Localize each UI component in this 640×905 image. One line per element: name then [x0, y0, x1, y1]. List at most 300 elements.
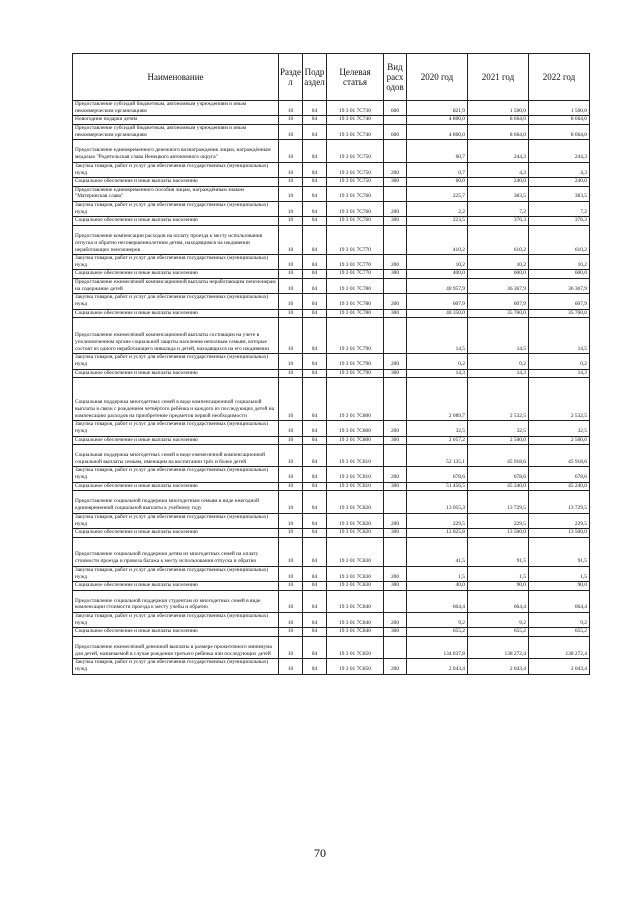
cell-podrazdel: 04	[303, 186, 327, 201]
cell-razdel: 10	[279, 529, 303, 538]
cell-vid: 300	[384, 270, 407, 279]
cell-2021: 244,3	[468, 140, 529, 162]
cell-article: 19 3 01 7С850	[327, 636, 384, 658]
cell-2021: 607,9	[468, 294, 529, 309]
cell-2021: 8 664,0	[468, 116, 529, 125]
cell-2022: 2 500,0	[529, 436, 590, 445]
header-vid: Вид расх одов	[384, 54, 407, 101]
cell-vid	[384, 491, 407, 513]
cell-podrazdel: 04	[303, 309, 327, 318]
cell-razdel: 10	[279, 537, 303, 566]
cell-2020: 10,2	[407, 255, 468, 270]
table-body	[73, 101, 590, 675]
header-razdel: Разде л	[279, 54, 303, 101]
cell-vid: 200	[384, 513, 407, 528]
cell-2021: 14,5	[468, 318, 529, 354]
header-podrazdel: Подр аздел	[303, 54, 327, 101]
table-row	[73, 162, 590, 177]
cell-razdel: 10	[279, 255, 303, 270]
table-row	[73, 278, 590, 293]
cell-2021: 2 043,4	[468, 659, 529, 674]
cell-vid: 300	[384, 482, 407, 491]
cell-article: 19 3 01 7С770	[327, 225, 384, 254]
cell-vid: 200	[384, 354, 407, 369]
cell-name: Предоставление субсидий бюджетным, автономным учреждениям и иным некоммерческим организациям	[73, 124, 279, 139]
cell-2020: 0,2	[407, 354, 468, 369]
cell-2022: 240,0	[529, 178, 590, 187]
cell-2022: 600,0	[529, 270, 590, 279]
cell-podrazdel: 04	[303, 255, 327, 270]
table-row	[73, 140, 590, 162]
cell-razdel: 10	[279, 217, 303, 226]
cell-podrazdel: 04	[303, 421, 327, 436]
cell-2022: 90,0	[529, 582, 590, 591]
cell-article: 19 3 01 7С760	[327, 201, 384, 216]
cell-vid: 200	[384, 294, 407, 309]
cell-2022: 36 367,9	[529, 278, 590, 293]
cell-2020: 1,5	[407, 566, 468, 581]
table-row	[73, 294, 590, 309]
cell-name: Предоставление социальной поддержки многодетным семьям в виде ежегодной единовременной социальной выплаты к учебному году	[73, 491, 279, 513]
cell-podrazdel: 04	[303, 162, 327, 177]
cell-2020: 60,0	[407, 178, 468, 187]
cell-2021: 7,2	[468, 201, 529, 216]
cell-article: 19 3 01 7С770	[327, 255, 384, 270]
cell-article: 19 3 01 7С790	[327, 318, 384, 354]
header-article: Целевая статья	[327, 54, 384, 101]
cell-2021: 10,2	[468, 255, 529, 270]
cell-vid	[384, 116, 407, 125]
cell-2021: 376,3	[468, 217, 529, 226]
cell-razdel: 10	[279, 566, 303, 581]
cell-razdel: 10	[279, 318, 303, 354]
cell-2021: 45 918,6	[468, 445, 529, 467]
cell-2022: 610,2	[529, 225, 590, 254]
cell-vid: 200	[384, 566, 407, 581]
cell-2020: 821,9	[407, 101, 468, 116]
cell-razdel: 10	[279, 421, 303, 436]
cell-name: Закупка товаров, работ и услуг для обеспечения государственных (муниципальных) нужд	[73, 294, 279, 309]
cell-vid	[384, 186, 407, 201]
table-row	[73, 217, 590, 226]
cell-vid: 200	[384, 201, 407, 216]
cell-name: Закупка товаров, работ и услуг для обеспечения государственных (муниципальных) нужд	[73, 354, 279, 369]
cell-2021: 35 760,0	[468, 309, 529, 318]
table-row	[73, 255, 590, 270]
cell-2020: 0,7	[407, 162, 468, 177]
header-2022: 2022 год	[529, 54, 590, 101]
table-row	[73, 659, 590, 674]
cell-2022: 13 729,5	[529, 491, 590, 513]
table-row	[73, 590, 590, 612]
table-row	[73, 101, 590, 116]
cell-article: 19 3 01 7С830	[327, 537, 384, 566]
cell-vid	[384, 318, 407, 354]
cell-name: Социальное обеспечение и иные выплаты населению	[73, 529, 279, 538]
cell-name: Закупка товаров, работ и услуг для обеспечения государственных (муниципальных) нужд	[73, 467, 279, 482]
cell-2021: 0,2	[468, 354, 529, 369]
cell-2022: 376,3	[529, 217, 590, 226]
table-row	[73, 628, 590, 637]
cell-vid	[384, 636, 407, 658]
cell-article: 19 3 01 7С830	[327, 566, 384, 581]
cell-2021: 9,2	[468, 612, 529, 627]
cell-2022: 91,5	[529, 537, 590, 566]
cell-2021: 91,5	[468, 537, 529, 566]
cell-name: Предоставление единовременного денежного вознаграждения лицам, награждённым медалью "Родительская слава Ненецкого автономного округа"	[73, 140, 279, 162]
cell-2022: 10,2	[529, 255, 590, 270]
cell-2022: 2 043,4	[529, 659, 590, 674]
cell-2020: 14,3	[407, 369, 468, 378]
cell-2022: 1 500,0	[529, 101, 590, 116]
cell-vid	[384, 278, 407, 293]
table-row	[73, 445, 590, 467]
cell-2020: 40 957,9	[407, 278, 468, 293]
cell-2021: 664,4	[468, 590, 529, 612]
cell-article: 19 3 01 7С780	[327, 309, 384, 318]
cell-2021: 229,5	[468, 513, 529, 528]
cell-name: Социальная поддержка многодетных семей в виде компенсационной социальной выплаты в связи с рождением четвёртого ребёнка и каждого из последующих детей на компенсацию расходов на приобретение предметов первой необходимости	[73, 378, 279, 421]
cell-2022: 9,2	[529, 612, 590, 627]
cell-razdel: 10	[279, 124, 303, 139]
cell-2021: 138 272,4	[468, 636, 529, 658]
cell-2020: 52 135,1	[407, 445, 468, 467]
cell-2022: 607,9	[529, 294, 590, 309]
cell-vid: 200	[384, 255, 407, 270]
cell-2021: 90,0	[468, 582, 529, 591]
table-row	[73, 513, 590, 528]
cell-podrazdel: 04	[303, 294, 327, 309]
cell-podrazdel: 04	[303, 116, 327, 125]
cell-name: Закупка товаров, работ и услуг для обеспечения государственных (муниципальных) нужд	[73, 162, 279, 177]
cell-podrazdel: 04	[303, 636, 327, 658]
cell-article: 19 3 01 7С810	[327, 445, 384, 467]
cell-razdel: 10	[279, 278, 303, 293]
cell-article: 19 3 01 7С840	[327, 612, 384, 627]
cell-name: Социальное обеспечение и иные выплаты населению	[73, 628, 279, 637]
cell-2020: 134 037,8	[407, 636, 468, 658]
table-row	[73, 186, 590, 201]
table-row	[73, 309, 590, 318]
cell-vid: 200	[384, 162, 407, 177]
cell-name: Новогодние подарки детям	[73, 116, 279, 125]
cell-podrazdel: 04	[303, 467, 327, 482]
cell-2020: 410,2	[407, 225, 468, 254]
table-row	[73, 467, 590, 482]
cell-vid: 300	[384, 217, 407, 226]
cell-2022: 45 240,0	[529, 482, 590, 491]
cell-2020: 223,5	[407, 217, 468, 226]
cell-podrazdel: 04	[303, 101, 327, 116]
cell-2020: 9,2	[407, 612, 468, 627]
cell-razdel: 10	[279, 101, 303, 116]
cell-2020: 32,5	[407, 421, 468, 436]
cell-razdel: 10	[279, 378, 303, 421]
cell-2022: 664,4	[529, 590, 590, 612]
cell-name: Социальное обеспечение и иные выплаты населению	[73, 217, 279, 226]
cell-razdel: 10	[279, 436, 303, 445]
cell-podrazdel: 04	[303, 318, 327, 354]
cell-razdel: 10	[279, 628, 303, 637]
cell-podrazdel: 04	[303, 659, 327, 674]
cell-2020: 655,2	[407, 628, 468, 637]
cell-article: 19 3 01 7С800	[327, 421, 384, 436]
cell-2022: 35 760,0	[529, 309, 590, 318]
cell-name: Предоставление социальной поддержки студентам из многодетных семей в виде компенсации стоимости проезда к месту учебы и обратно	[73, 590, 279, 612]
cell-2022: 8 664,0	[529, 124, 590, 139]
cell-article: 19 3 01 7С780	[327, 294, 384, 309]
cell-razdel: 10	[279, 140, 303, 162]
cell-name: Предоставление ежемесячной денежной выплаты в размере прожиточного минимума для детей, назначаемой в случае рождения третьего ребёнка или последующих детей	[73, 636, 279, 658]
cell-article: 19 3 01 7С850	[327, 659, 384, 674]
cell-2021: 13 500,0	[468, 529, 529, 538]
cell-article: 19 3 01 7С800	[327, 436, 384, 445]
header-name: Наименование	[73, 54, 279, 101]
cell-article: 19 3 01 7С770	[327, 270, 384, 279]
cell-podrazdel: 04	[303, 582, 327, 591]
cell-2022: 244,3	[529, 140, 590, 162]
cell-2020: 2,2	[407, 201, 468, 216]
cell-vid: 300	[384, 369, 407, 378]
cell-vid: 200	[384, 612, 407, 627]
table-row	[73, 582, 590, 591]
table-row	[73, 436, 590, 445]
cell-razdel: 10	[279, 636, 303, 658]
cell-podrazdel: 04	[303, 354, 327, 369]
cell-name: Закупка товаров, работ и услуг для обеспечения государственных (муниципальных) нужд	[73, 612, 279, 627]
cell-2022: 229,5	[529, 513, 590, 528]
cell-name: Предоставление ежемесячной компенсационной выплаты неработающим пенсионерам на содержание детей	[73, 278, 279, 293]
cell-article: 19 3 01 7С820	[327, 529, 384, 538]
table-row	[73, 178, 590, 187]
cell-2022: 32,5	[529, 421, 590, 436]
cell-2022: 2 532,5	[529, 378, 590, 421]
cell-2022: 4,3	[529, 162, 590, 177]
cell-name: Социальное обеспечение и иные выплаты населению	[73, 582, 279, 591]
cell-2020: 225,7	[407, 186, 468, 201]
cell-vid: 600	[384, 124, 407, 139]
cell-2020: 400,0	[407, 270, 468, 279]
cell-2021: 240,0	[468, 178, 529, 187]
cell-article: 19 3 01 7С810	[327, 467, 384, 482]
cell-vid	[384, 140, 407, 162]
cell-2022: 8 664,0	[529, 116, 590, 125]
cell-vid: 300	[384, 309, 407, 318]
cell-2021: 383,5	[468, 186, 529, 201]
cell-name: Предоставление субсидий бюджетным, автономным учреждениям и иным некоммерческим организациям	[73, 101, 279, 116]
cell-article: 19 3 01 7С830	[327, 582, 384, 591]
cell-podrazdel: 04	[303, 436, 327, 445]
cell-2021: 610,2	[468, 225, 529, 254]
cell-2020: 607,9	[407, 294, 468, 309]
cell-podrazdel: 04	[303, 225, 327, 254]
cell-2021: 45 240,0	[468, 482, 529, 491]
cell-article: 19 3 01 7С760	[327, 186, 384, 201]
cell-2022: 0,2	[529, 354, 590, 369]
table-row	[73, 116, 590, 125]
table-row	[73, 421, 590, 436]
cell-razdel: 10	[279, 225, 303, 254]
cell-razdel: 10	[279, 582, 303, 591]
table-row	[73, 491, 590, 513]
cell-2020: 60,7	[407, 140, 468, 162]
cell-2022: 13 500,0	[529, 529, 590, 538]
cell-razdel: 10	[279, 445, 303, 467]
table-header-row	[73, 54, 590, 101]
cell-name: Закупка товаров, работ и услуг для обеспечения государственных (муниципальных) нужд	[73, 255, 279, 270]
cell-razdel: 10	[279, 178, 303, 187]
cell-article: 19 3 01 7С800	[327, 378, 384, 421]
cell-2021: 4,3	[468, 162, 529, 177]
header-2020: 2020 год	[407, 54, 468, 101]
cell-razdel: 10	[279, 186, 303, 201]
cell-vid	[384, 225, 407, 254]
table-row	[73, 566, 590, 581]
cell-2020: 12 825,8	[407, 529, 468, 538]
cell-2021: 600,0	[468, 270, 529, 279]
cell-2020: 13 055,3	[407, 491, 468, 513]
table-row	[73, 225, 590, 254]
cell-vid: 300	[384, 582, 407, 591]
cell-vid	[384, 445, 407, 467]
cell-podrazdel: 04	[303, 124, 327, 139]
cell-2020: 229,5	[407, 513, 468, 528]
cell-article: 19 3 01 7С790	[327, 369, 384, 378]
cell-2022: 14,5	[529, 318, 590, 354]
cell-podrazdel: 04	[303, 201, 327, 216]
cell-article: 19 3 01 7С750	[327, 178, 384, 187]
table-row	[73, 201, 590, 216]
cell-vid	[384, 590, 407, 612]
cell-name: Социальное обеспечение и иные выплаты населению	[73, 436, 279, 445]
table-row	[73, 529, 590, 538]
table-row	[73, 482, 590, 491]
cell-name: Социальное обеспечение и иные выплаты населению	[73, 270, 279, 279]
cell-podrazdel: 04	[303, 612, 327, 627]
cell-razdel: 10	[279, 659, 303, 674]
cell-name: Предоставление единовременного пособия лицам, награждённым знаком "Материнская слава"	[73, 186, 279, 201]
cell-vid	[384, 537, 407, 566]
cell-article: 19 3 01 7С810	[327, 482, 384, 491]
cell-2021: 14,3	[468, 369, 529, 378]
cell-2020: 51 456,5	[407, 482, 468, 491]
table-row	[73, 318, 590, 354]
cell-article: 19 3 01 7С750	[327, 162, 384, 177]
cell-name: Закупка товаров, работ и услуг для обеспечения государственных (муниципальных) нужд	[73, 566, 279, 581]
cell-2021: 32,5	[468, 421, 529, 436]
cell-vid: 300	[384, 178, 407, 187]
cell-podrazdel: 04	[303, 590, 327, 612]
cell-2022: 14,3	[529, 369, 590, 378]
cell-2020: 40 350,0	[407, 309, 468, 318]
cell-podrazdel: 04	[303, 270, 327, 279]
cell-podrazdel: 04	[303, 217, 327, 226]
cell-2022: 383,5	[529, 186, 590, 201]
table-row	[73, 378, 590, 421]
cell-name: Предоставление компенсации расходов на оплату проезда к месту использования отпуска и обратно несовершеннолетним детям, находящимся на иждивении неработающих пенсионеров	[73, 225, 279, 254]
cell-2022: 7,2	[529, 201, 590, 216]
cell-name: Предоставление ежемесячной компенсационной выплаты состоящим на учете в уполномоченном органе социальной защиты населения неполным семьям, которые состоят из одного неработающего инвалида и детей, находящихся на его иждивении	[73, 318, 279, 354]
cell-2022: 138 272,4	[529, 636, 590, 658]
cell-podrazdel: 04	[303, 529, 327, 538]
cell-2020: 2 089,7	[407, 378, 468, 421]
cell-article: 19 3 01 7С760	[327, 217, 384, 226]
cell-name: Предоставление социальной поддержки детям из многодетных семей на оплату стоимости проезда и провоза багажа к месту использования отпуска и обратно	[73, 537, 279, 566]
cell-name: Социальная поддержка многодетных семей в виде ежемесячной компенсационной социальной выплаты семьям, имеющим на воспитании трёх и более детей	[73, 445, 279, 467]
cell-name: Закупка товаров, работ и услуг для обеспечения государственных (муниципальных) нужд	[73, 201, 279, 216]
cell-razdel: 10	[279, 201, 303, 216]
cell-name: Закупка товаров, работ и услуг для обеспечения государственных (муниципальных) нужд	[73, 659, 279, 674]
cell-2021: 36 367,9	[468, 278, 529, 293]
header-2021: 2021 год	[468, 54, 529, 101]
cell-podrazdel: 04	[303, 378, 327, 421]
cell-2020: 4 800,0	[407, 116, 468, 125]
cell-podrazdel: 04	[303, 445, 327, 467]
page-number: 70	[314, 846, 326, 860]
cell-article: 19 3 01 7С740	[327, 124, 384, 139]
cell-2021: 2 532,5	[468, 378, 529, 421]
cell-razdel: 10	[279, 482, 303, 491]
cell-2022: 45 918,6	[529, 445, 590, 467]
cell-2021: 655,2	[468, 628, 529, 637]
cell-name: Социальное обеспечение и иные выплаты населению	[73, 482, 279, 491]
cell-podrazdel: 04	[303, 491, 327, 513]
cell-vid: 200	[384, 421, 407, 436]
cell-razdel: 10	[279, 294, 303, 309]
cell-2020: 14,5	[407, 318, 468, 354]
cell-article: 19 3 01 7С730	[327, 101, 384, 116]
table-row	[73, 612, 590, 627]
table-row	[73, 270, 590, 279]
cell-2022: 678,6	[529, 467, 590, 482]
table-row	[73, 636, 590, 658]
cell-2021: 678,6	[468, 467, 529, 482]
budget-table-page	[72, 53, 589, 675]
cell-2020: 40,0	[407, 582, 468, 591]
cell-2021: 8 664,0	[468, 124, 529, 139]
cell-razdel: 10	[279, 369, 303, 378]
cell-podrazdel: 04	[303, 566, 327, 581]
cell-razdel: 10	[279, 116, 303, 125]
cell-2021: 1 500,0	[468, 101, 529, 116]
cell-name: Закупка товаров, работ и услуг для обеспечения государственных (муниципальных) нужд	[73, 421, 279, 436]
cell-2020: 2 043,4	[407, 659, 468, 674]
cell-article: 19 3 01 7С740	[327, 116, 384, 125]
cell-name: Социальное обеспечение и иные выплаты населению	[73, 178, 279, 187]
cell-podrazdel: 04	[303, 178, 327, 187]
cell-podrazdel: 04	[303, 278, 327, 293]
cell-article: 19 3 01 7С780	[327, 278, 384, 293]
cell-podrazdel: 04	[303, 369, 327, 378]
cell-article: 19 3 01 7С820	[327, 491, 384, 513]
cell-2020: 2 057,2	[407, 436, 468, 445]
cell-2020: 664,4	[407, 590, 468, 612]
cell-name: Социальное обеспечение и иные выплаты населению	[73, 369, 279, 378]
cell-razdel: 10	[279, 612, 303, 627]
cell-vid: 300	[384, 436, 407, 445]
cell-vid: 300	[384, 628, 407, 637]
cell-2020: 41,5	[407, 537, 468, 566]
cell-vid: 300	[384, 529, 407, 538]
cell-razdel: 10	[279, 309, 303, 318]
cell-2022: 1,5	[529, 566, 590, 581]
cell-vid: 200	[384, 659, 407, 674]
cell-2020: 4 800,0	[407, 124, 468, 139]
cell-razdel: 10	[279, 467, 303, 482]
cell-razdel: 10	[279, 354, 303, 369]
cell-2021: 1,5	[468, 566, 529, 581]
cell-2022: 655,2	[529, 628, 590, 637]
